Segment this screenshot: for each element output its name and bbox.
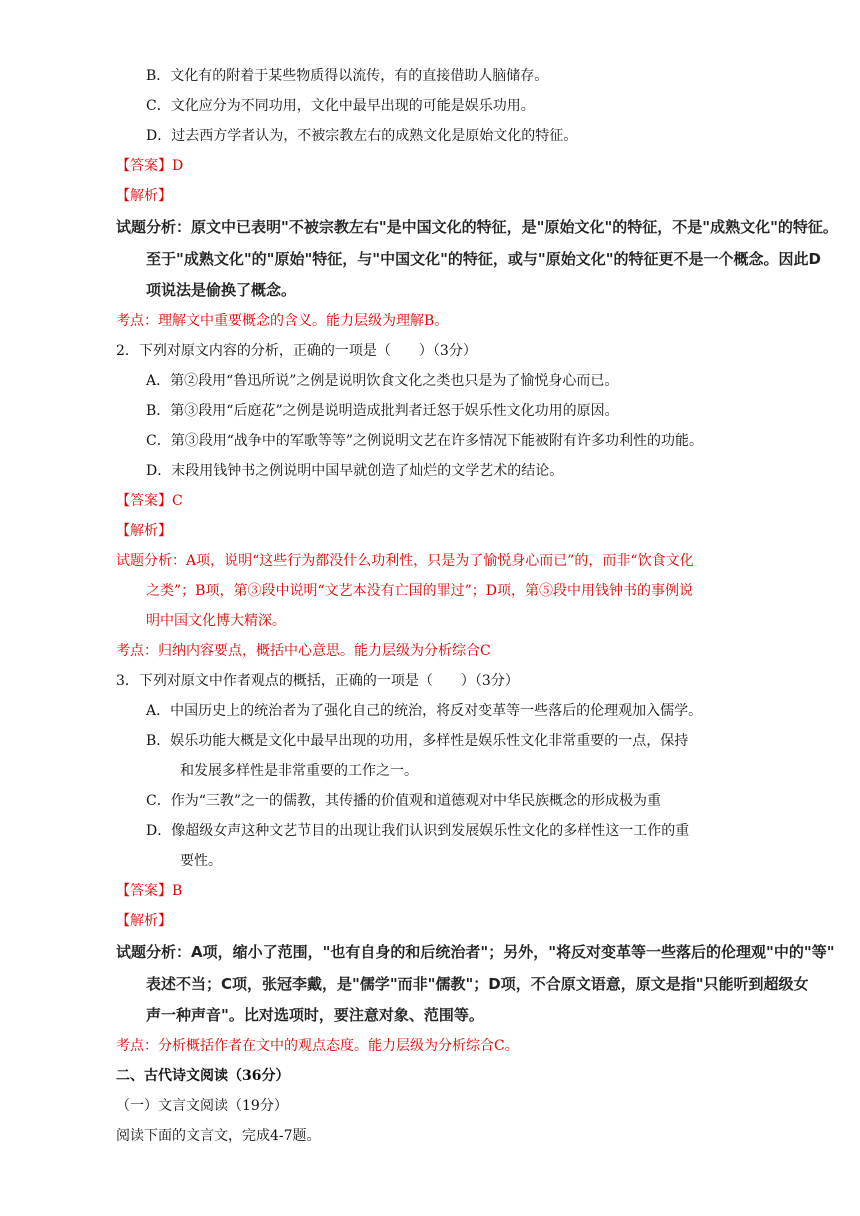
q3-analysis-line: 表述不当；C项，张冠李戴，是"儒学"而非"儒教"；D项，不合原文语意，原文是指"只能听到超级女 — [146, 975, 809, 993]
section-title: 二、古代诗文阅读（36分） — [116, 1068, 290, 1084]
q2-option-d: D．末段用钱钟书之例说明中国早就创造了灿烂的文学艺术的结论。 — [146, 463, 564, 479]
q2-option-b: B．第③段用“后庭花”之例是说明造成批判者迁怒于娱乐性文化功用的原因。 — [146, 403, 619, 419]
q1-option-d: D．过去西方学者认为，不被宗教左右的成熟文化是原始文化的特征。 — [146, 128, 578, 144]
q3-option-c: C．作为“三教”之一的儒教，其传播的价值观和道德观对中华民族概念的形成极为重 — [146, 793, 662, 809]
q2-option-a: A．第②段用“鲁迅所说”之例是说明饮食文化之类也只是为了愉悦身心而已。 — [146, 373, 619, 389]
q2-analysis-line: 之类”；B项，第③段中说明“文艺本没有亡国的罪过”；D项，第⑤段中用钱钟书的事例说 — [146, 583, 693, 599]
q1-analysis-line: 至于"成熟文化"的"原始"特征，与"中国文化"的特征，或与"原始文化"的特征更不是一个概念。因此D — [146, 250, 821, 268]
q3-analysis-line: 试题分析：A项，缩小了范围，"也有自身的和后统治者"；另外，"将反对变革等一些落后的伦理观"中的"等" — [116, 943, 835, 961]
q2-analysis-label: 【解析】 — [116, 523, 172, 539]
q3-option-d-cont: 要性。 — [180, 853, 222, 869]
q2-analysis-line: 试题分析：A项，说明“这些行为都没什么功利性，只是为了愉悦身心而已”的，而非“饮食文化 — [116, 553, 694, 569]
q3-option-b-cont: 和发展多样性是非常重要的工作之一。 — [180, 763, 418, 779]
q2-analysis-line: 明中国文化博大精深。 — [146, 613, 286, 629]
q3-option-d: D．像超级女声这种文艺节目的出现让我们认识到发展娱乐性文化的多样性这一工作的重 — [146, 823, 690, 839]
q1-analysis-line: 项说法是偷换了概念。 — [146, 281, 297, 299]
q1-analysis-line: 试题分析：原文中已表明"不被宗教左右"是中国文化的特征，是"原始文化"的特征，不是"成熟文化"的特征。 — [116, 218, 838, 236]
q1-kaodian: 考点：理解文中重要概念的含义。能力层级为理解B。 — [116, 313, 449, 329]
q1-answer: 【答案】D — [116, 158, 184, 174]
q3-kaodian: 考点：分析概括作者在文中的观点态度。能力层级为分析综合C。 — [116, 1038, 519, 1054]
q2-answer: 【答案】C — [116, 493, 183, 509]
q3-answer: 【答案】B — [116, 883, 183, 899]
q3-stem: 3．下列对原文中作者观点的概括，正确的一项是（ ）（3分） — [116, 673, 519, 689]
q1-option-c: C．文化应分为不同功用，文化中最早出现的可能是娱乐功用。 — [146, 98, 535, 114]
section-subtitle: （一）文言文阅读（19分） — [116, 1098, 288, 1114]
q1-option-b: B．文化有的附着于某些物质得以流传，有的直接借助人脑储存。 — [146, 68, 549, 84]
q3-option-a: A．中国历史上的统治者为了强化自己的统治，将反对变革等一些落后的伦理观加入儒学。 — [146, 703, 703, 719]
section-instruction: 阅读下面的文言文，完成4-7题。 — [116, 1128, 321, 1144]
q2-stem: 2．下列对原文内容的分析，正确的一项是（ ）（3分） — [116, 343, 477, 359]
q2-kaodian: 考点：归纳内容要点，概括中心意思。能力层级为分析综合C — [116, 643, 491, 659]
q3-analysis-label: 【解析】 — [116, 913, 172, 929]
q2-option-c: C．第③段用“战争中的军歌等等”之例说明文艺在许多情况下能被附有许多功利性的功能。 — [146, 433, 704, 449]
q3-option-b: B．娱乐功能大概是文化中最早出现的功用，多样性是娱乐性文化非常重要的一点，保持 — [146, 733, 689, 749]
q1-analysis-label: 【解析】 — [116, 188, 172, 204]
q3-analysis-line: 声一种声音"。比对选项时，要注意对象、范围等。 — [146, 1006, 484, 1024]
